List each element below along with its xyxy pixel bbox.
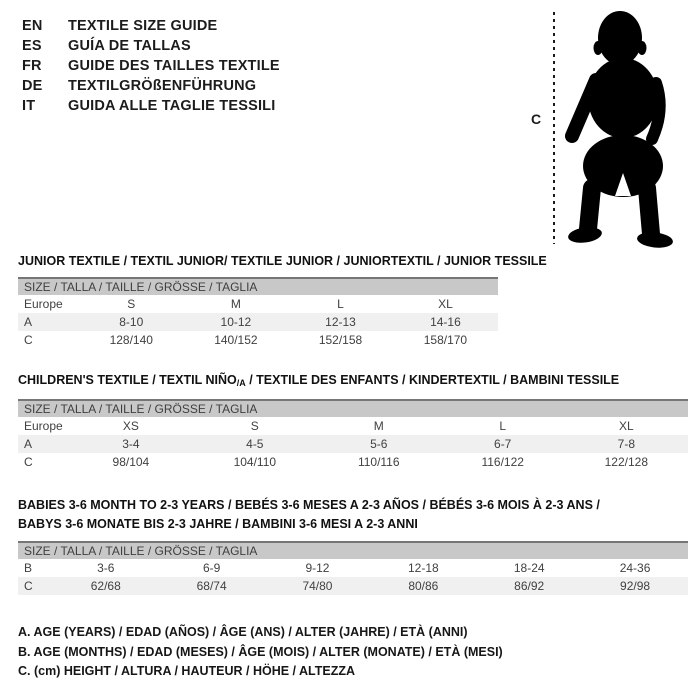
children-title-sub: /A xyxy=(236,378,246,388)
language-row xyxy=(22,76,280,96)
table-cell: 6-9 xyxy=(202,561,221,575)
table-cell: XS xyxy=(122,419,139,433)
table-cell: 86/92 xyxy=(514,579,545,593)
footnote-b: B. AGE (MONTHS) / EDAD (MESES) / ÂGE (MOIS) / ALTER (MONATE) / ETÀ (MESI) xyxy=(18,644,503,659)
footnotes xyxy=(18,623,503,682)
table-cell: 5-6 xyxy=(370,437,388,451)
toddler-silhouette-icon xyxy=(563,8,675,248)
footnote-c: C. (cm) HEIGHT / ALTURA / HAUTEUR / HÖHE / ALTEZZA xyxy=(18,664,356,678)
children-title-post: / TEXTILE DES ENFANTS / KINDERTEXTIL / BAMBINI TESSILE xyxy=(245,373,620,387)
language-title: GUIDE DES TAILLES TEXTILE xyxy=(68,58,280,74)
table-cell: 10-12 xyxy=(220,315,252,329)
children-row-sizes xyxy=(18,417,688,435)
table-cell: 128/140 xyxy=(109,333,153,347)
table-cell: 74/80 xyxy=(302,579,333,593)
table-cell: L xyxy=(337,297,344,311)
children-title-pre: CHILDREN'S TEXTILE / TEXTIL NIÑO xyxy=(18,373,237,387)
table-cell: 152/158 xyxy=(318,333,363,347)
table-cell: C xyxy=(24,579,33,593)
table-cell: L xyxy=(499,419,507,433)
footnote-a: A. AGE (YEARS) / EDAD (AÑOS) / ÂGE (ANS) / ALTER (JAHRE) / ETÀ (ANNI) xyxy=(18,625,468,639)
language-row xyxy=(22,36,280,56)
table-cell: 110/116 xyxy=(357,455,400,469)
table-cell: 18-24 xyxy=(513,561,545,575)
table-cell: 7-8 xyxy=(617,437,635,451)
table-cell: 140/152 xyxy=(214,333,258,347)
table-cell: 104/110 xyxy=(233,455,277,469)
language-title: TEXTILE SIZE GUIDE xyxy=(68,18,218,34)
table-cell: S xyxy=(250,419,259,433)
children-row-height xyxy=(18,453,688,471)
table-cell: B xyxy=(24,561,33,575)
table-cell: 9-12 xyxy=(305,561,330,575)
table-cell: 122/128 xyxy=(604,455,649,469)
height-measure-label: C xyxy=(531,111,542,127)
height-dashed-line xyxy=(553,12,555,244)
table-cell: XL xyxy=(438,297,453,311)
table-cell: 116/122 xyxy=(481,455,524,469)
table-cell: 3-4 xyxy=(122,437,140,451)
table-cell: M xyxy=(373,419,384,433)
babies-size-header-bar: SIZE / TALLA / TAILLE / GRÖSSE / TAGLIA xyxy=(18,541,688,559)
table-cell: Europe xyxy=(24,419,63,433)
junior-row-sizes xyxy=(18,295,498,313)
table-cell: 68/74 xyxy=(196,579,227,593)
junior-section-title: JUNIOR TEXTILE / TEXTIL JUNIOR/ TEXTILE JUNIOR / JUNIORTEXTIL / JUNIOR TESSILE xyxy=(18,254,547,268)
babies-row-months xyxy=(18,559,688,577)
table-cell: A xyxy=(24,437,33,451)
table-cell: 62/68 xyxy=(90,579,121,593)
babies-section-title xyxy=(18,496,600,534)
language-code: ES xyxy=(22,38,42,54)
babies-title-line1: BABIES 3-6 MONTH TO 2-3 YEARS / BEBÉS 3-6 MESES A 2-3 AÑOS / BÉBÉS 3-6 MOIS À 2-3 ANS / xyxy=(18,498,600,512)
babies-row-height xyxy=(18,577,688,595)
language-list xyxy=(22,16,280,116)
table-cell: 12-13 xyxy=(325,315,356,329)
language-code: DE xyxy=(22,78,43,94)
table-cell: 24-36 xyxy=(619,561,651,575)
junior-table xyxy=(18,277,498,349)
language-code: IT xyxy=(22,98,36,114)
junior-size-header-bar: SIZE / TALLA / TAILLE / GRÖSSE / TAGLIA xyxy=(18,277,498,295)
table-cell: 92/98 xyxy=(620,579,651,593)
table-cell: XL xyxy=(618,419,634,433)
table-cell: 98/104 xyxy=(112,455,150,469)
language-code: EN xyxy=(22,18,43,34)
language-row xyxy=(22,96,280,116)
babies-table xyxy=(18,541,688,595)
language-row xyxy=(22,16,280,36)
language-title: TEXTILGRÖßENFÜHRUNG xyxy=(68,78,257,94)
table-cell: A xyxy=(24,315,33,329)
language-title: GUÍA DE TALLAS xyxy=(68,38,191,54)
children-section-title xyxy=(18,373,619,388)
language-title: GUIDA ALLE TAGLIE TESSILI xyxy=(68,98,276,114)
table-cell: C xyxy=(24,455,33,469)
table-cell: 14-16 xyxy=(430,315,461,329)
children-size-header-bar: SIZE / TALLA / TAILLE / GRÖSSE / TAGLIA xyxy=(18,399,688,417)
junior-row-height xyxy=(18,331,498,349)
table-cell: 6-7 xyxy=(494,437,512,451)
language-code: FR xyxy=(22,58,42,74)
children-table xyxy=(18,399,688,471)
table-cell: 80/86 xyxy=(408,579,439,593)
junior-row-age xyxy=(18,313,498,331)
table-cell: 8-10 xyxy=(119,315,144,329)
language-row xyxy=(22,56,280,76)
table-cell: 3-6 xyxy=(97,561,115,575)
children-row-age xyxy=(18,435,688,453)
babies-title-line2: BABYS 3-6 MONATE BIS 2-3 JAHRE / BAMBINI 3-6 MESI A 2-3 ANNI xyxy=(18,517,418,531)
table-cell: Europe xyxy=(24,297,63,311)
table-cell: S xyxy=(127,297,136,311)
table-cell: 158/170 xyxy=(423,333,468,347)
table-cell: C xyxy=(24,333,33,347)
table-cell: 12-18 xyxy=(407,561,439,575)
table-cell: 4-5 xyxy=(246,437,264,451)
table-cell: M xyxy=(230,297,241,311)
